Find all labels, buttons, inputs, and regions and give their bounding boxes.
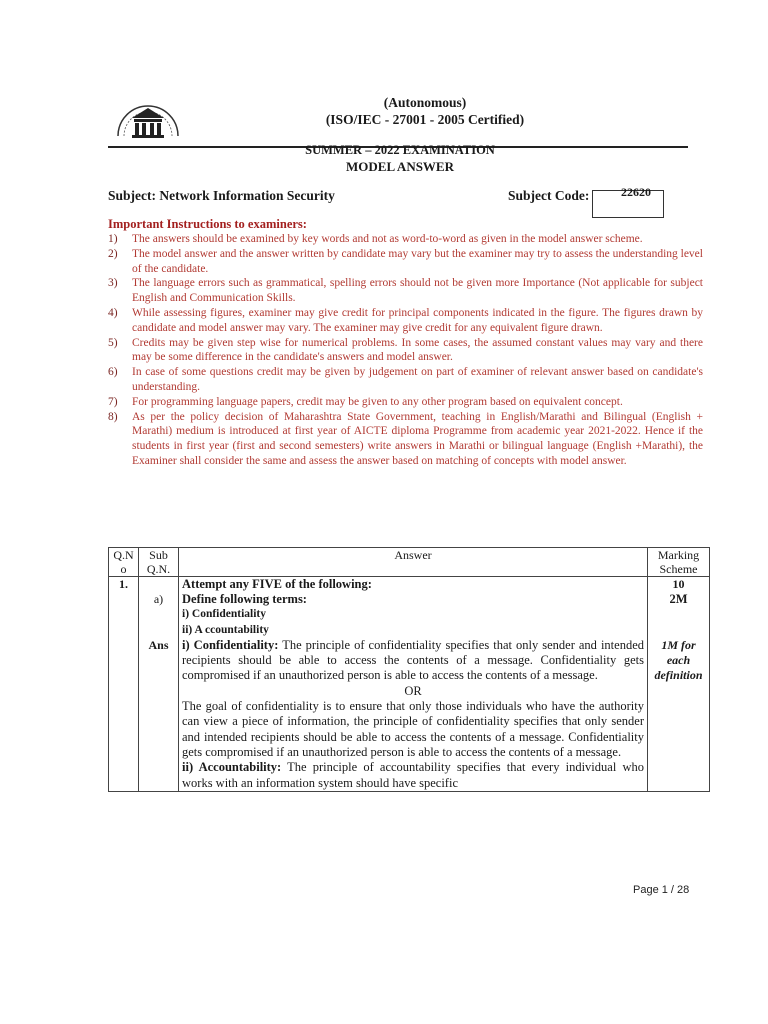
confidentiality-alt-definition: The goal of confidentiality is to ensure that only those individuals who have the authority can view a piece of information, the principle of confidentiality specifies that only sender and intended recipients should be able to access the contents of a message. Confidentiality gets compromised if an unauthorized person is able to access the contents of a message. bbox=[182, 699, 644, 759]
instruction-item bbox=[108, 395, 703, 410]
instruction-text: While assessing figures, examiner may give credit for principal components indicated in the figure. The figures drawn by candidate and model answer may vary. The examiner may give credit for any equivalent figure drawn. bbox=[132, 306, 703, 334]
question-number: 1. bbox=[109, 577, 139, 593]
instruction-number: 1) bbox=[108, 233, 118, 245]
header-qno: Q.N o bbox=[109, 548, 139, 577]
instruction-item bbox=[108, 247, 703, 277]
instruction-item bbox=[108, 306, 703, 336]
instruction-number: 2) bbox=[108, 247, 118, 260]
instruction-number: 3) bbox=[108, 277, 118, 290]
confidentiality-answer bbox=[182, 638, 644, 684]
instruction-number: 4) bbox=[108, 306, 118, 319]
exam-title: SUMMER – 2022 EXAMINATION bbox=[305, 143, 495, 157]
instruction-text: The language errors such as grammatical, spelling errors should not be given more Importance (Not applicable for subject English and Communication Skills. bbox=[132, 277, 703, 305]
answer-table bbox=[108, 547, 710, 792]
accountability-heading: ii) Accountability: bbox=[182, 760, 282, 775]
autonomous-label: (Autonomous) bbox=[383, 95, 467, 110]
table-row bbox=[109, 577, 710, 593]
define-terms: Define following terms: bbox=[182, 592, 307, 606]
table-row bbox=[109, 592, 710, 638]
header-marking-scheme: Marking Scheme bbox=[648, 548, 710, 577]
instruction-text: In case of some questions credit may be given by judgement on part of examiner of relevant answer based on candidate's understanding. bbox=[132, 366, 703, 393]
answer-text bbox=[179, 638, 648, 791]
institution-logo-icon bbox=[108, 96, 188, 144]
accountability-definition: The principle of accountability specifies that every individual who works with an information system should have specific bbox=[182, 760, 644, 790]
model-answer-title: MODEL ANSWER bbox=[346, 159, 454, 174]
subject-code-label: Subject Code: bbox=[508, 188, 590, 203]
instruction-text: For programming language papers, credit may be given to any other program based on equivalent concept. bbox=[132, 395, 623, 408]
term-confidentiality: i) Confidentiality bbox=[182, 608, 267, 621]
accountability-answer bbox=[182, 760, 644, 791]
instructions-list bbox=[108, 232, 703, 469]
instruction-number: 5) bbox=[108, 336, 118, 349]
sub-question-number: a) bbox=[139, 592, 179, 638]
instruction-number: 8) bbox=[108, 410, 118, 423]
total-marks: 10 bbox=[648, 577, 710, 593]
instruction-item bbox=[108, 232, 703, 247]
confidentiality-heading: i) Confidentiality: bbox=[182, 637, 279, 652]
instruction-number: 7) bbox=[108, 395, 118, 408]
or-separator: OR bbox=[404, 683, 422, 698]
attempt-instruction: Attempt any FIVE of the following: bbox=[179, 577, 648, 593]
instruction-text: Credits may be given step wise for numerical problems. In some cases, the assumed constant values may vary and there may be some difference in the candidate's answers and model answer. bbox=[132, 336, 703, 364]
instruction-text: The model answer and the answer written by candidate may vary but the examiner may try to assess the understanding level of the candidate. bbox=[132, 247, 703, 275]
page-number: Page 1 / 28 bbox=[633, 884, 690, 896]
instruction-text: As per the policy decision of Maharashtra State Government, teaching in English/Marathi and Bilingual (English + Marathi) medium is introduced at first year of AICTE diploma Programme from academic year 2021-2022. Hence if the students in first year (first and second semesters) write answers in Marathi or bilingual language (English +Marathi), the Examiner shall consider the same and assess the answer based on matching of concepts with model answer. bbox=[132, 410, 703, 467]
term-accountability: ii) A ccountability bbox=[182, 623, 269, 636]
instruction-item bbox=[108, 336, 703, 366]
subject-name: Subject: Network Information Security bbox=[108, 188, 335, 203]
instruction-text: The answers should be examined by key words and not as word-to-word as given in the model answer scheme. bbox=[132, 233, 643, 245]
confidentiality-definition: The principle of confidentiality specifies that only sender and intended recipients should be able to access the contents of a message. Confidentiality gets compromised if an unauthorized person is able to access the contents of a message. bbox=[182, 637, 645, 683]
header-answer: Answer bbox=[179, 548, 648, 577]
question-marks: 2M bbox=[648, 592, 710, 638]
instruction-number: 6) bbox=[108, 366, 118, 379]
instruction-item bbox=[108, 410, 703, 469]
answer-label: Ans bbox=[139, 638, 179, 791]
question-text bbox=[179, 592, 648, 638]
header-sub-qno: Sub Q.N. bbox=[139, 548, 179, 577]
instruction-item bbox=[108, 365, 703, 395]
table-row bbox=[109, 638, 710, 791]
instructions-title: Important Instructions to examiners: bbox=[108, 217, 307, 231]
subject-code-value: 22620 bbox=[621, 185, 651, 199]
marking-note: 1M for each definition bbox=[648, 638, 710, 791]
instruction-item bbox=[108, 276, 703, 306]
certification-label: (ISO/IEC - 27001 - 2005 Certified) bbox=[325, 112, 525, 127]
table-header-row bbox=[109, 548, 710, 577]
